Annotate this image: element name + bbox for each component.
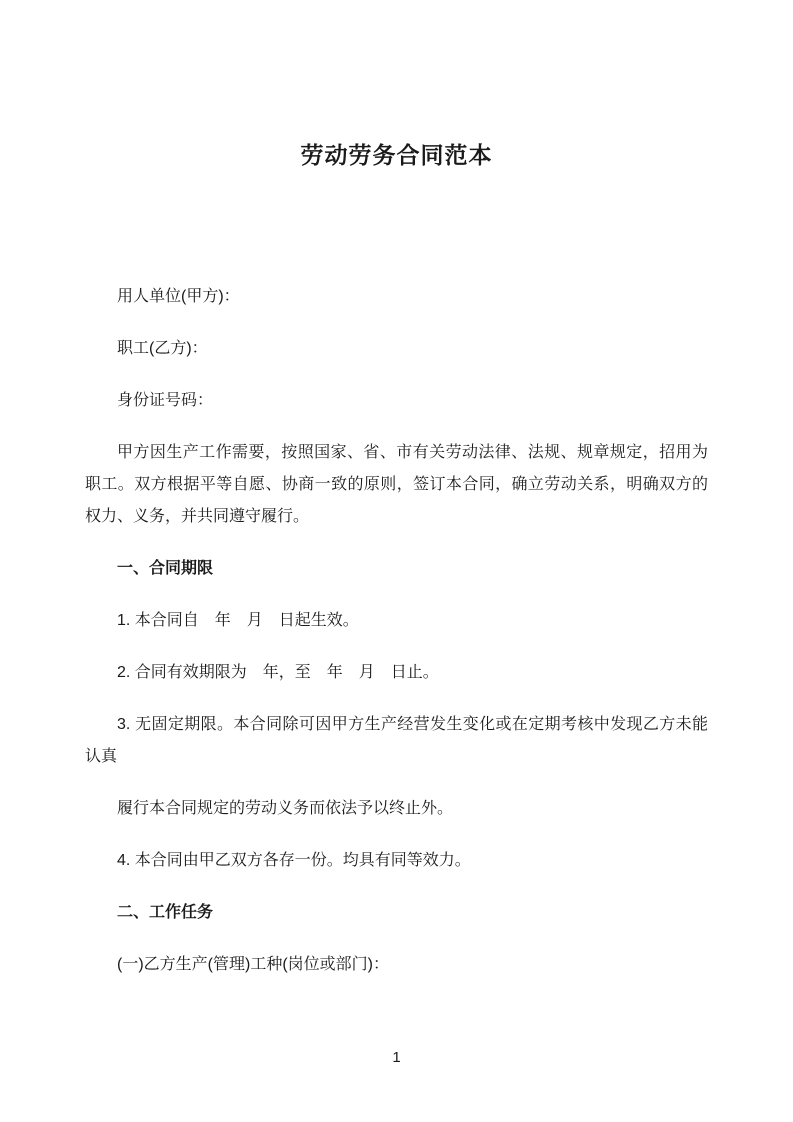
- document-content: [0, 138, 793, 981]
- paragraph-clause-3b: 履行本合同规定的劳动义务而依法予以终止外。: [117, 800, 454, 817]
- section-heading-2: 二、工作任务: [117, 904, 214, 921]
- paragraph-id-number: 身份证号码：: [117, 392, 214, 409]
- document-title: 劳动劳务合同范本: [300, 142, 493, 168]
- paragraph-clause-4: 4. 本合同由甲乙双方各存一份。均具有同等效力。: [117, 852, 471, 869]
- paragraph-clause-3: 3. 无固定期限。本合同除可因甲方生产经营发生变化或在定期考核中发现乙方未能认真: [85, 716, 708, 765]
- paragraph-job-type: (一)乙方生产(管理)工种(岗位或部门)：: [117, 956, 389, 973]
- paragraph-clause-2: 2. 合同有效期限为 年，至 年 月 日止。: [117, 664, 439, 681]
- page-number: 1: [392, 1049, 401, 1066]
- paragraph-clause-1: 1. 本合同自 年 月 日起生效。: [117, 612, 359, 629]
- contract-body: [85, 281, 708, 981]
- paragraph-party-b: 职工(乙方)：: [117, 340, 208, 357]
- section-heading-1: 一、合同期限: [117, 560, 214, 577]
- paragraph-party-a: 用人单位(甲方)：: [117, 288, 240, 305]
- paragraph-preamble: 甲方因生产工作需要，按照国家、省、市有关劳动法律、法规、规章规定，招用为职工。双方根据平等自愿、协商一致的原则，签订本合同，确立劳动关系，明确双方的权力、义务，并共同遵守履行。: [85, 444, 708, 525]
